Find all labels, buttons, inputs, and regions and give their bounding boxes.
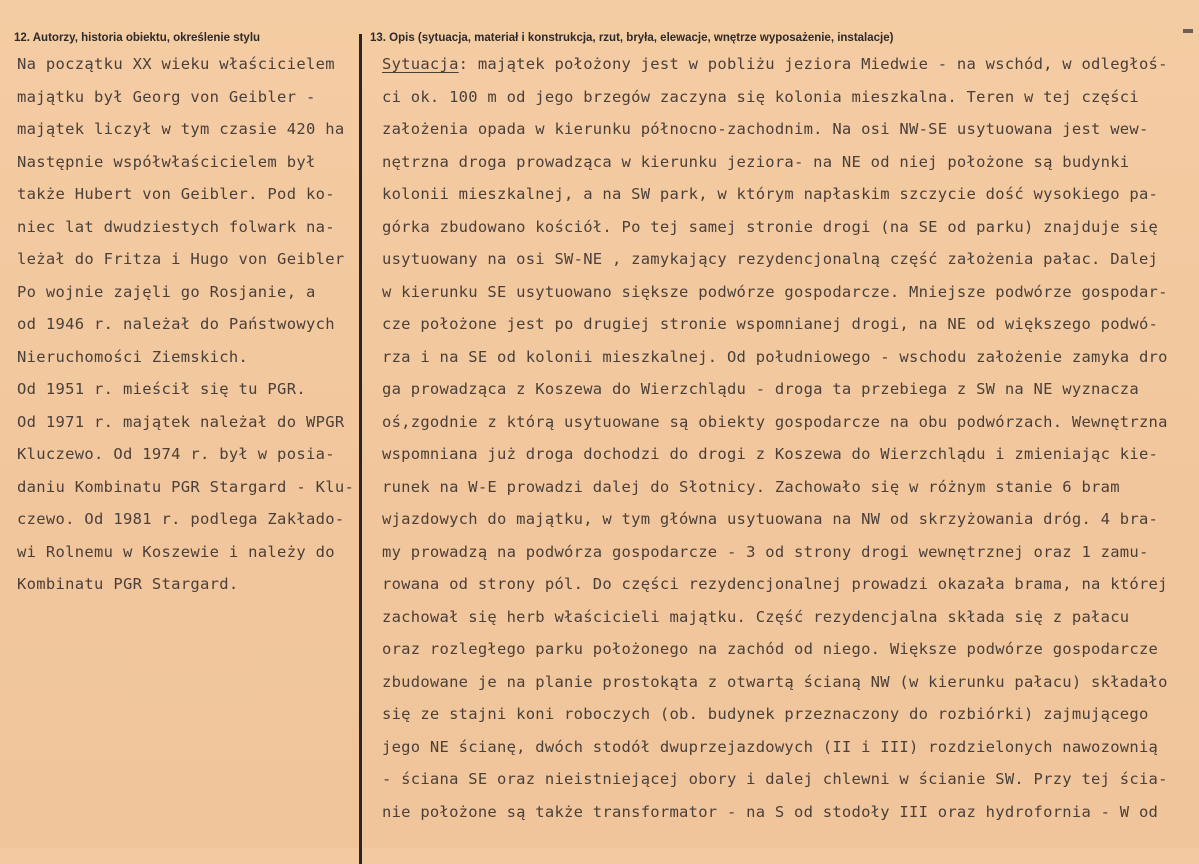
- history-line: Po wojnie zajęli go Rosjanie, a: [17, 282, 316, 301]
- history-line: majątku był Georg von Geibler -: [17, 87, 316, 106]
- corner-mark: [1183, 29, 1193, 33]
- description-line: nętrzna droga prowadząca w kierunku jeziora- na NE od niej położone są budynki: [382, 152, 1130, 171]
- description-line: oraz rozległego parku położonego na zachód od niego. Większe podwórze gospodarcze: [382, 640, 1159, 658]
- description-line: ga prowadząca z Koszewa do Wierzchlądu - droga ta przebiega z SW na NE wyznacza: [382, 380, 1139, 398]
- description-line: rza i na SE od kolonii mieszkalnej. Od południowego - wschodu założenie zamyka dro: [382, 347, 1168, 366]
- description-line: zbudowane je na planie prostokąta z otwartą ścianą NW (w kierunku pałacu) składało: [382, 672, 1168, 691]
- description-line: cze położone jest po drugiej stronie wspomnianej drogi, na NE od większego podwó-: [382, 315, 1159, 333]
- history-line: Od 1951 r. mieścił się tu PGR.: [17, 380, 306, 398]
- description-line: usytuowany na osi SW-NE , zamykający rezydencjonalną część założenia pałac. Dalej: [382, 250, 1159, 268]
- history-line: leżał do Fritza i Hugo von Geibler: [17, 250, 345, 268]
- description-line: założenia opada w kierunku północno-zachodnim. Na osi NW-SE usytuowana jest wew-: [382, 120, 1149, 138]
- history-line: niec lat dwudziestych folwark na-: [17, 217, 335, 236]
- description-line: kolonii mieszkalnej, a na SW park, w którym napłaskim szczycie dość wysokiego pa-: [382, 185, 1159, 203]
- description-line: - ściana SE oraz nieistniejącej obory i dalej chlewni w ścianie SW. Przy tej ścia-: [382, 770, 1168, 788]
- situation-label: Sytuacja: [382, 55, 459, 73]
- description-line: runek na W-E prowadzi dalej do Słotnicy. Zachowało się w różnym stanie 6 bram: [382, 477, 1120, 496]
- history-line: Kombinatu PGR Stargard.: [17, 575, 239, 593]
- description-line: zachował się herb właścicieli majątku. Część rezydencjalna składa się z pałacu: [382, 607, 1130, 626]
- description-line: ci ok. 100 m od jego brzegów zaczyna się kolonia mieszkalna. Teren w tej części: [382, 87, 1139, 106]
- history-line: Następnie współwłaścicielem był: [17, 152, 316, 171]
- history-line: od 1946 r. należał do Państwowych: [17, 315, 335, 333]
- description-line: my prowadzą na podwórza gospodarcze - 3 od strony drogi wewnętrznej oraz 1 zamu-: [382, 542, 1149, 561]
- description-line: wjazdowych do majątku, w tym główna usytuowana na NW od skrzyżowania dróg. 4 bra-: [382, 510, 1159, 528]
- history-line: majątek liczył w tym czasie 420 ha: [17, 120, 345, 138]
- description-line: wspomniana już droga dochodzi do drogi z Koszewa do Wierzchlądu i zmieniając kie-: [382, 445, 1159, 463]
- description-line: oś,zgodnie z którą usytuowane są obiekty gospodarcze na obu podwórzach. Wewnętrzna: [382, 412, 1168, 431]
- section-12-header: 12. Autorzy, historia obiektu, określenie stylu: [14, 32, 261, 44]
- description-line: nie położone są także transformator - na S od stodoły III oraz hydrofornia - W od: [382, 802, 1159, 821]
- description-line: rowana od strony pól. Do części rezydencjonalnej prowadzi okazała brama, na której: [382, 575, 1168, 593]
- description-text: : majątek położony jest w pobliżu jeziora Miedwie - na wschód, w odległoś-: [458, 55, 1168, 73]
- history-column: [17, 48, 362, 601]
- history-line: daniu Kombinatu PGR Stargard - Klu-: [17, 477, 355, 496]
- description-line: górka zbudowano kościół. Po tej samej stronie drogi (na SE od parku) znajduje się: [382, 217, 1159, 236]
- section-13-header: 13. Opis (sytuacja, materiał i konstrukcja, rzut, bryła, elewacje, wnętrze wyposażenie, instalacje): [370, 32, 894, 44]
- history-line: wi Rolnemu w Koszewie i należy do: [17, 542, 335, 561]
- history-line: także Hubert von Geibler. Pod ko-: [17, 185, 335, 203]
- history-line: Na początku XX wieku właścicielem: [17, 55, 335, 73]
- history-line: Od 1971 r. majątek należał do WPGR: [17, 412, 345, 431]
- description-line: jego NE ścianę, dwóch stodół dwuprzejazdowych (II i III) rozdzielonych nawozownią: [382, 737, 1159, 756]
- history-line: czewo. Od 1981 r. podlega Zakłado-: [17, 510, 345, 528]
- description-column: [382, 48, 1197, 828]
- description-line: się ze stajni koni roboczych (ob. budynek przeznaczony do rozbiórki) zajmującego: [382, 705, 1149, 723]
- history-line: Nieruchomości Ziemskich.: [17, 347, 249, 366]
- description-line: [382, 48, 1197, 81]
- history-line: Kluczewo. Od 1974 r. był w posia-: [17, 445, 335, 463]
- description-line: w kierunku SE usytuowano siększe podwórze gospodarcze. Mniejsze podwórze gospodar-: [382, 282, 1168, 301]
